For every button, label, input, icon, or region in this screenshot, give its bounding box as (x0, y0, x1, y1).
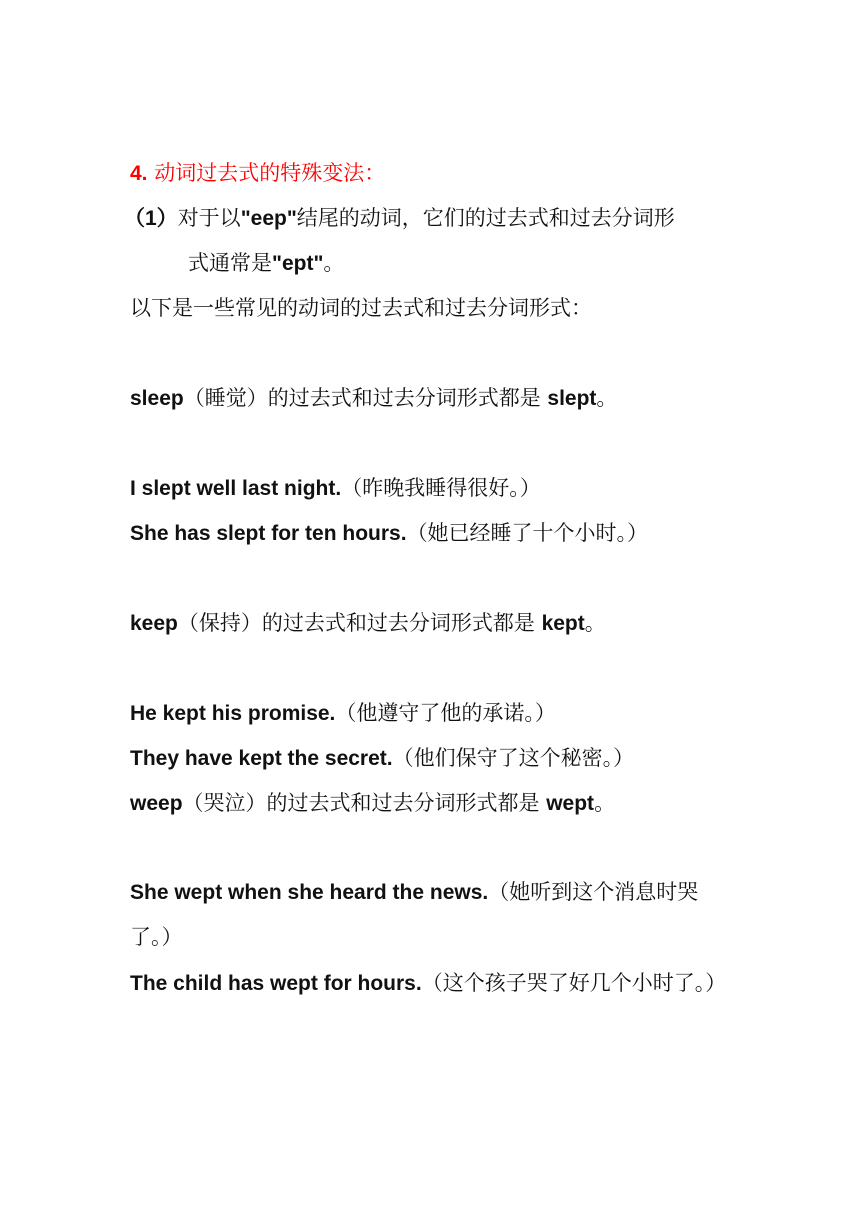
verb-end: 。 (584, 611, 606, 635)
example-sentence (130, 518, 740, 549)
verb-past-form: slept (547, 387, 597, 410)
example-en: The child has wept for hours. (130, 972, 422, 995)
example-en: She wept when she heard the news. (130, 881, 489, 904)
verb-end: 。 (596, 386, 618, 410)
section-heading (130, 158, 740, 189)
rule-text-2: 结尾的动词，它们的过去式和过去分词形 (296, 206, 675, 230)
rule-prefix: （1） (124, 207, 178, 230)
rule-text-1: 对于以 (177, 206, 241, 230)
rule-text-3: 式通常是 (188, 251, 272, 275)
example-en: I slept well last night. (130, 477, 342, 500)
heading-number: 4. (130, 162, 148, 185)
verb-past-form: wept (546, 792, 595, 815)
verb-entry-weep (130, 788, 740, 819)
verb-word: sleep (130, 387, 184, 410)
example-sentence (130, 698, 740, 729)
example-zh: （他们保守了这个秘密。） (392, 746, 635, 770)
example-zh: （她已经睡了十个小时。） (406, 521, 649, 545)
example-sentence (130, 968, 740, 999)
example-en: He kept his promise. (130, 702, 336, 725)
verb-word: weep (130, 792, 183, 815)
verb-meaning: （睡觉）的过去式和过去分词形式都是 (183, 386, 548, 410)
example-sentence (130, 473, 740, 504)
verb-word: keep (130, 612, 178, 635)
verb-meaning: （保持）的过去式和过去分词形式都是 (177, 611, 542, 635)
verb-entry-keep (130, 608, 740, 639)
heading-text: 动词过去式的特殊变法： (147, 161, 386, 185)
rule-pattern-ept: "ept" (272, 252, 324, 275)
example-sentence (130, 870, 740, 960)
intro-text: 以下是一些常见的动词的过去式和过去分词形式： (130, 296, 592, 320)
example-zh: （她听到这个消息时哭了。） (130, 880, 699, 949)
example-zh: （这个孩子哭了好几个小时了。） (421, 971, 727, 995)
verb-meaning: （哭泣）的过去式和过去分词形式都是 (182, 791, 547, 815)
example-en: They have kept the secret. (130, 747, 393, 770)
rule-line-1 (124, 203, 734, 234)
verb-end: 。 (594, 791, 616, 815)
example-en: She has slept for ten hours. (130, 522, 407, 545)
rule-pattern-eep: "eep" (240, 207, 297, 230)
rule-line-2 (188, 248, 798, 279)
example-sentence (130, 743, 740, 774)
example-zh: （昨晚我睡得很好。） (341, 476, 541, 500)
example-zh: （他遵守了他的承诺。） (335, 701, 556, 725)
verb-past-form: kept (541, 612, 585, 635)
rule-text-4: 。 (323, 251, 345, 275)
verb-entry-sleep (130, 383, 740, 414)
